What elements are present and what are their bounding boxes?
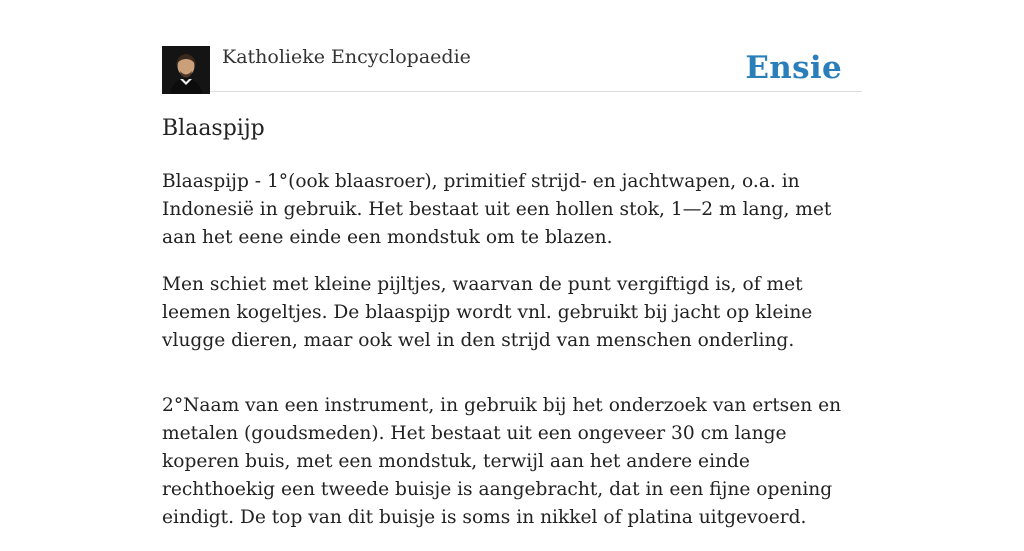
article-paragraph: Men schiet met kleine pijltjes, waarvan de punt vergiftigd is, of met leemen kogeltjes. De blaaspijp wordt vnl. gebruikt bij jacht op kleine vlugge dieren, maar ook wel in den strijd van menschen onderling. <box>162 274 813 351</box>
article-paragraph: 2°Naam van een instrument, in gebruik bij het onderzoek van ertsen en metalen (goudsmeden). Het bestaat uit een ongeveer 30 cm lange koperen buis, met een mondstuk, terwijl aan het andere einde rechthoekig een tweede buisje is aangebracht, dat in een fijne opening eindigt. De top van dit buisje is soms in nikkel of platina uitgevoerd. <box>162 395 842 528</box>
brand-logo[interactable]: Ensie <box>745 50 842 86</box>
article-paragraph: Blaaspijp - 1°(ook blaasroer), primitief strijd- en jachtwapen, o.a. in Indonesië in gebruik. Het bestaat uit een hollen stok, 1—2 m lang, met aan het eene einde een mondstuk om te blazen. <box>162 171 832 248</box>
article-body <box>162 168 862 551</box>
article-page <box>162 0 862 528</box>
header <box>162 0 862 92</box>
article-title: Blaaspijp <box>162 116 265 141</box>
source-name[interactable]: Katholieke Encyclopaedie <box>222 46 471 68</box>
portrait-avatar-icon <box>162 46 210 94</box>
